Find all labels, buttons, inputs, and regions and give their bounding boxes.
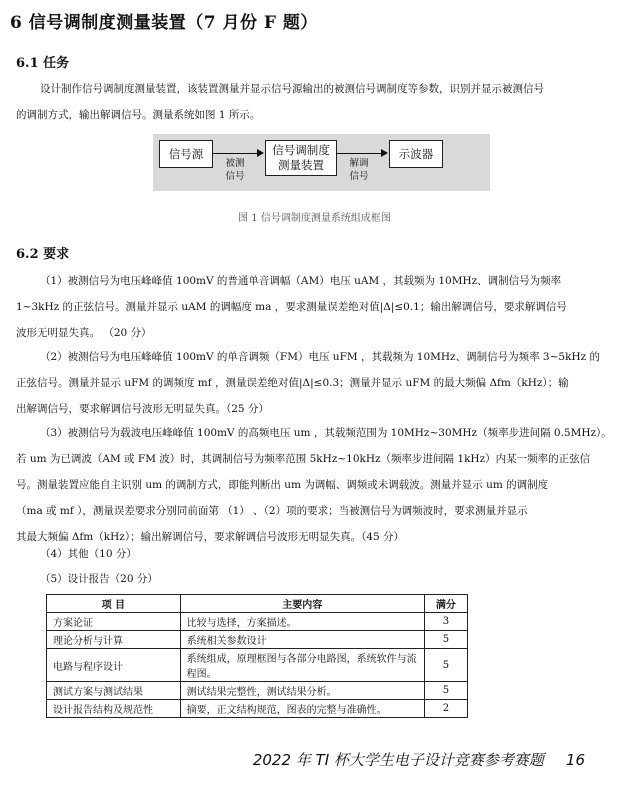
label-measured-signal xyxy=(221,157,249,183)
cell-score: 3 xyxy=(424,613,467,631)
col-header-item: 项 目 xyxy=(47,595,181,613)
requirement-1 xyxy=(16,268,616,346)
requirement-3 xyxy=(16,420,616,550)
box-device-label-1: 信号调制度 xyxy=(272,143,330,157)
page-footer xyxy=(253,749,585,770)
arrow-demod-line xyxy=(336,153,381,154)
req1-line-3: 波形无明显失真。 （20 分） xyxy=(16,327,152,339)
page-number: 16 xyxy=(565,751,585,769)
arrow-measured-line xyxy=(212,153,257,154)
label-demod-signal xyxy=(345,157,373,183)
requirement-4 xyxy=(16,541,616,567)
cell-content: 比较与选择，方案描述。 xyxy=(180,613,424,631)
req2-line-2: 正弦信号。测量并显示 uFM 的调频度 mf ，测量误差绝对值|Δ|≤0.3；测量并显示 uFM 的最大频偏 Δfm（kHz）；输 xyxy=(16,377,569,389)
requirement-5 xyxy=(16,566,616,592)
req2-line-3: 出解调信号，要求解调信号波形无明显失真。（25 分） xyxy=(16,403,269,415)
section-heading-requirements: 6.2 要求 xyxy=(16,247,70,262)
table-row xyxy=(47,649,468,682)
report-score-table xyxy=(46,594,468,718)
cell-content: 摘要，正文结构规范，图表的完整与准确性。 xyxy=(180,700,424,718)
req3-line-4: （ma 或 mf ），测量误差要求分别同前面第 （1） 、（2）项的要求；当被测信号为调频波时，要求测量并显示 xyxy=(16,505,528,517)
cell-content: 测试结果完整性，测试结果分析。 xyxy=(180,682,424,700)
col-header-score: 满分 xyxy=(424,595,467,613)
page-title: 6 信号调制度测量装置（7 月份 F 题） xyxy=(10,13,318,33)
req1-line-2: 1~3kHz 的正弦信号。测量并显示 uAM 的调幅度 ma ，要求测量误差绝对值|Δ|≤0.1；输出解调信号，要求解调信号 xyxy=(16,301,567,313)
arrow-demod-head xyxy=(381,149,388,157)
box-signal-source-label: 信号源 xyxy=(168,146,204,161)
cell-item: 设计报告结构及规范性 xyxy=(47,700,181,718)
table-row xyxy=(47,682,468,700)
box-device-label-2: 测量装置 xyxy=(278,158,324,172)
label-demod-l2: 信号 xyxy=(349,171,369,182)
section-heading-task: 6.1 任务 xyxy=(16,56,70,71)
table-header-row xyxy=(47,595,468,613)
box-signal-source xyxy=(159,140,213,168)
box-measurement-device xyxy=(265,140,337,176)
table-row xyxy=(47,613,468,631)
req3-line-2: 若 um 为已调波（AM 或 FM 波）时，其调制信号为频率范围 5kHz~10kHz（频率步进间隔 1kHz）内某一频率的正弦信 xyxy=(16,453,591,465)
task-paragraph xyxy=(16,76,616,128)
cell-item: 测试方案与测试结果 xyxy=(47,682,181,700)
task-para-line-2: 的调制方式，输出解调信号。测量系统如图 1 所示。 xyxy=(16,109,261,121)
box-oscilloscope-label: 示波器 xyxy=(398,146,434,161)
system-block-diagram xyxy=(153,134,490,191)
box-oscilloscope xyxy=(389,140,443,168)
col-header-content: 主要内容 xyxy=(180,595,424,613)
cell-content: 系统组成，原理框图与各部分电路图，系统软件与流程图。 xyxy=(180,649,424,682)
requirement-2 xyxy=(16,344,616,422)
cell-item: 电路与程序设计 xyxy=(47,649,181,682)
cell-score: 2 xyxy=(424,700,467,718)
req3-line-1: （3）被测信号为载波电压峰峰值 100mV 的高频电压 um ，其载频范围为 10MHz~30MHz（频率步进间隔 0.5MHz）。 xyxy=(40,427,612,439)
table-row xyxy=(47,631,468,649)
figure-caption: 图 1 信号调制度测量系统组成框图 xyxy=(238,213,391,224)
cell-item: 方案论证 xyxy=(47,613,181,631)
cell-score: 5 xyxy=(424,682,467,700)
label-measured-l2: 信号 xyxy=(225,171,245,182)
cell-item: 理论分析与计算 xyxy=(47,631,181,649)
footer-title: 2022 年 TI 杯大学生电子设计竞赛参考赛题 xyxy=(252,751,544,769)
task-para-line-1: 设计制作信号调制度测量装置，该装置测量并显示信号源输出的被测信号调制度等参数，识别并显示被测信号 xyxy=(40,83,544,95)
table-row xyxy=(47,700,468,718)
label-demod-l1: 解调 xyxy=(349,158,369,169)
req4-line: （4）其他（10 分） xyxy=(40,548,137,560)
cell-score: 5 xyxy=(424,649,467,682)
arrow-measured-head xyxy=(257,149,264,157)
req5-line: （5）设计报告（20 分） xyxy=(40,573,158,585)
cell-score: 5 xyxy=(424,631,467,649)
cell-content: 系统相关参数设计 xyxy=(180,631,424,649)
req1-line-1: （1）被测信号为电压峰峰值 100mV 的普通单音调幅（AM）电压 uAM ，其载频为 10MHz、调制信号为频率 xyxy=(40,275,562,287)
req2-line-1: （2）被测信号为电压峰峰值 100mV 的单音调频（FM）电压 uFM ，其载频为 10MHz、调制信号为频率 3~5kHz 的 xyxy=(40,351,600,363)
req3-line-3: 号。测量装置应能自主识别 um 的调制方式，即能判断出 um 为调幅、调频或未调载波。测量并显示 um 的调制度 xyxy=(16,479,549,491)
req3-line-5: 其最大频偏 Δfm（kHz）；输出解调信号，要求解调信号波形无明显失真。（45 分） xyxy=(16,531,405,543)
label-measured-l1: 被测 xyxy=(225,158,245,169)
